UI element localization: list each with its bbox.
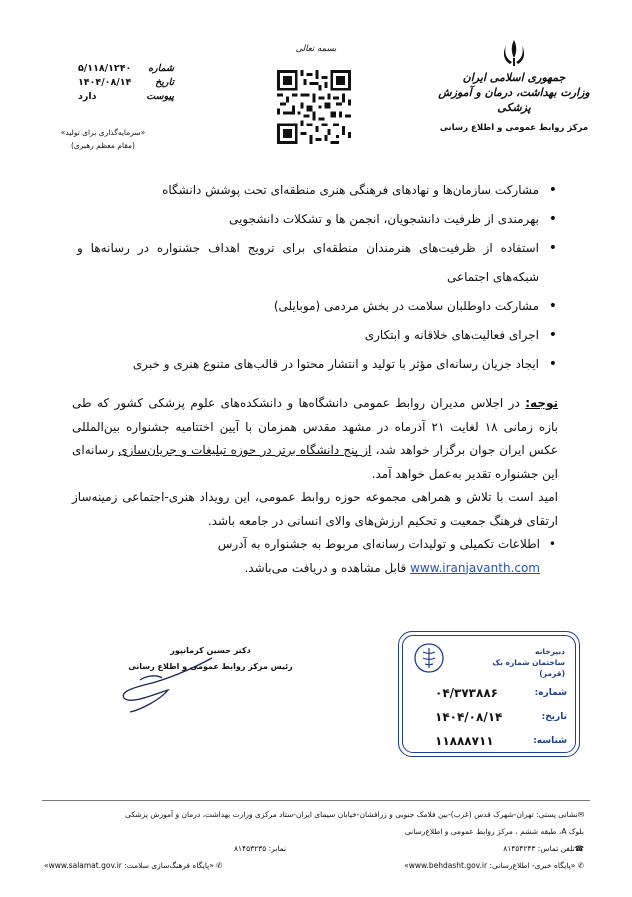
bullet-list: [77, 176, 557, 379]
footer: [44, 806, 584, 874]
list-item: • بهرمندی از ظرفیت دانشجویان، انجمن ها و تشکلات دانشجویی: [77, 205, 557, 234]
mail-icon: ✉: [577, 810, 584, 819]
stamp-date-value: ۱۴۰۴/۰۸/۱۴: [435, 710, 503, 724]
footer-sites-row: [44, 857, 584, 874]
ref-attachment-label: پیوست: [146, 91, 174, 102]
iran-emblem-icon: [501, 38, 527, 68]
ref-attachment-row: [78, 90, 174, 104]
signer-title: رئیس مرکز روابط عمومی و اطلاع رسانی: [128, 662, 293, 671]
list-item: • اجرای فعالیت‌های خلاقانه و ابتکاری: [77, 321, 557, 350]
ministry-name-line2: وزارت بهداشت، درمان و آموزش پزشکی: [438, 86, 590, 114]
stamp-dept-line2: ساختمان شماره یک: [492, 658, 565, 667]
globe-icon: ✆: [575, 861, 584, 870]
ref-number-value: ۵/۱۱۸/۱۲۴۰: [78, 63, 132, 74]
footer-contact-row: [44, 840, 584, 857]
center-name: مرکز روابط عمومی و اطلاع رسانی: [439, 123, 589, 133]
note-text-underlined: از پنج دانشگاه برتر در حوزه تبلیغات و جریان‌سازی: [118, 443, 372, 457]
signer-name: دکتر حسین کرمانپور: [170, 646, 251, 655]
footer-address: ✉نشانی پستی: تهران-شهرک قدس (غرب)-بین فلامک جنوبی و زرافشان-خیابان سیمای ایران-ستاد مرکزی وزارت بهداشت، درمان و آموزش پزشکی: [125, 810, 584, 819]
footer-site-behdasht[interactable]: ✆ «پایگاه خبری- اطلاع‌رسانی: www.behdasht.gov.ir»: [404, 861, 584, 870]
footer-site-salamat[interactable]: ✆ «پایگاه فرهنگ‌سازی سلامت: www.salamat.gov.ir»: [44, 861, 223, 870]
note-paragraph-2: امید است با تلاش و همراهی مجموعه حوزه روابط عمومی، این رویداد هنری-اجتماعی زمینه‌ساز ارتقای فرهنگ جمعیت و تحکیم ارزش‌های والای انسانی در جامعه باشد.: [72, 490, 558, 528]
note-text-1: در اجلاس مدیران روابط عمومی دانشگاه‌ها و دانشکده‌های علوم پزشکی کشور که طی بازه زمانی ۱۸ لغایت ۲۱ آذرماه در مشهد مقدس همزمان با آیین اختتامیه جشنواره بین‌المللی عکس ایران جوان برگزار خواهد شد،: [72, 396, 559, 457]
note-text-2: رسانه‌ای این جشنواره تقدیر به‌عمل خواهد آمد.: [72, 443, 558, 481]
note-paragraph-3-pre: اطلاعات تکمیلی و تولیدات رسانه‌ای مربوط به جشنواره به آدرس: [217, 537, 540, 551]
stamp-date-label: تاریخ:: [541, 712, 567, 722]
footer-phone: ☎تلفن تماس: ۸۱۴۵۴۲۴۳: [503, 844, 584, 853]
stamp-id-label: شناسه:: [533, 736, 567, 746]
slogan: [48, 126, 158, 152]
list-item: • مشارکت سازمان‌ها و نهادهای فرهنگی هنری منطقه‌ای تحت پوشش دانشگاه: [77, 176, 557, 205]
bismillah: بسمه تعالی: [295, 44, 337, 54]
stamp-id-value: ۱۱۸۸۸۷۱۱: [435, 734, 494, 748]
ref-date-row: [78, 76, 174, 90]
note-paragraph-1: [72, 392, 558, 486]
stamp-dept-line3: (قرمز): [539, 669, 565, 678]
secretariat-stamp: [398, 631, 580, 757]
stamp-number-value: ۰۴/۳۷۳۸۸۶: [435, 686, 498, 700]
footer-divider: [42, 800, 590, 801]
ministry-header: [434, 38, 594, 133]
globe-icon: ✆: [213, 861, 223, 870]
note-label: توجه:: [525, 396, 558, 410]
ref-attachment-value: دارد: [78, 91, 97, 102]
ministry-name-line1: جمهوری اسلامی ایران: [462, 71, 566, 84]
list-item: • ایجاد جریان رسانه‌ای مؤثر با تولید و انتشار محتوا در قالب‌های متنوع هنری و خبری: [77, 350, 557, 379]
festival-link[interactable]: www.iranjavanth.com: [410, 560, 540, 575]
ref-number-row: [78, 62, 174, 76]
slogan-source: (مقام معظم رهبری): [71, 141, 135, 150]
stamp-dept-line1: دبیرخانه: [535, 647, 565, 656]
slogan-text: «سرمایه‌گذاری برای تولید»: [60, 128, 146, 137]
footer-fax: نمابر: ۸۱۴۵۳۲۳۵: [234, 844, 287, 853]
ministry-logo-icon: [411, 642, 447, 674]
ref-date-label: تاریخ: [155, 77, 174, 88]
signer-block: [128, 643, 293, 675]
stamp-dept: [492, 646, 565, 679]
phone-icon: ☎: [574, 844, 584, 853]
note-paragraph-3: [72, 533, 558, 580]
ref-number-label: شماره: [148, 63, 174, 74]
footer-address-2: بلوک A، طبقه ششم ، مرکز روابط عمومی و اطلاع‌رسانی: [404, 827, 584, 836]
reference-block: [78, 62, 174, 104]
stamp-number-label: شماره:: [534, 688, 567, 698]
note-paragraph-3-post: قابل مشاهده و دریافت می‌باشد.: [244, 560, 411, 575]
qr-code: [277, 70, 351, 144]
list-item: • مشارکت داوطلبان سلامت در بخش مردمی (موبایلی): [77, 292, 557, 321]
ref-date-value: ۱۴۰۴/۰۸/۱۴: [78, 77, 132, 88]
list-item: • استفاده از ظرفیت‌های هنرمندان منطقه‌ای برای ترویج اهداف جشنواره در رسانه‌ها و شبکه‌های اجتماعی: [77, 234, 557, 292]
note-section: [72, 392, 558, 580]
